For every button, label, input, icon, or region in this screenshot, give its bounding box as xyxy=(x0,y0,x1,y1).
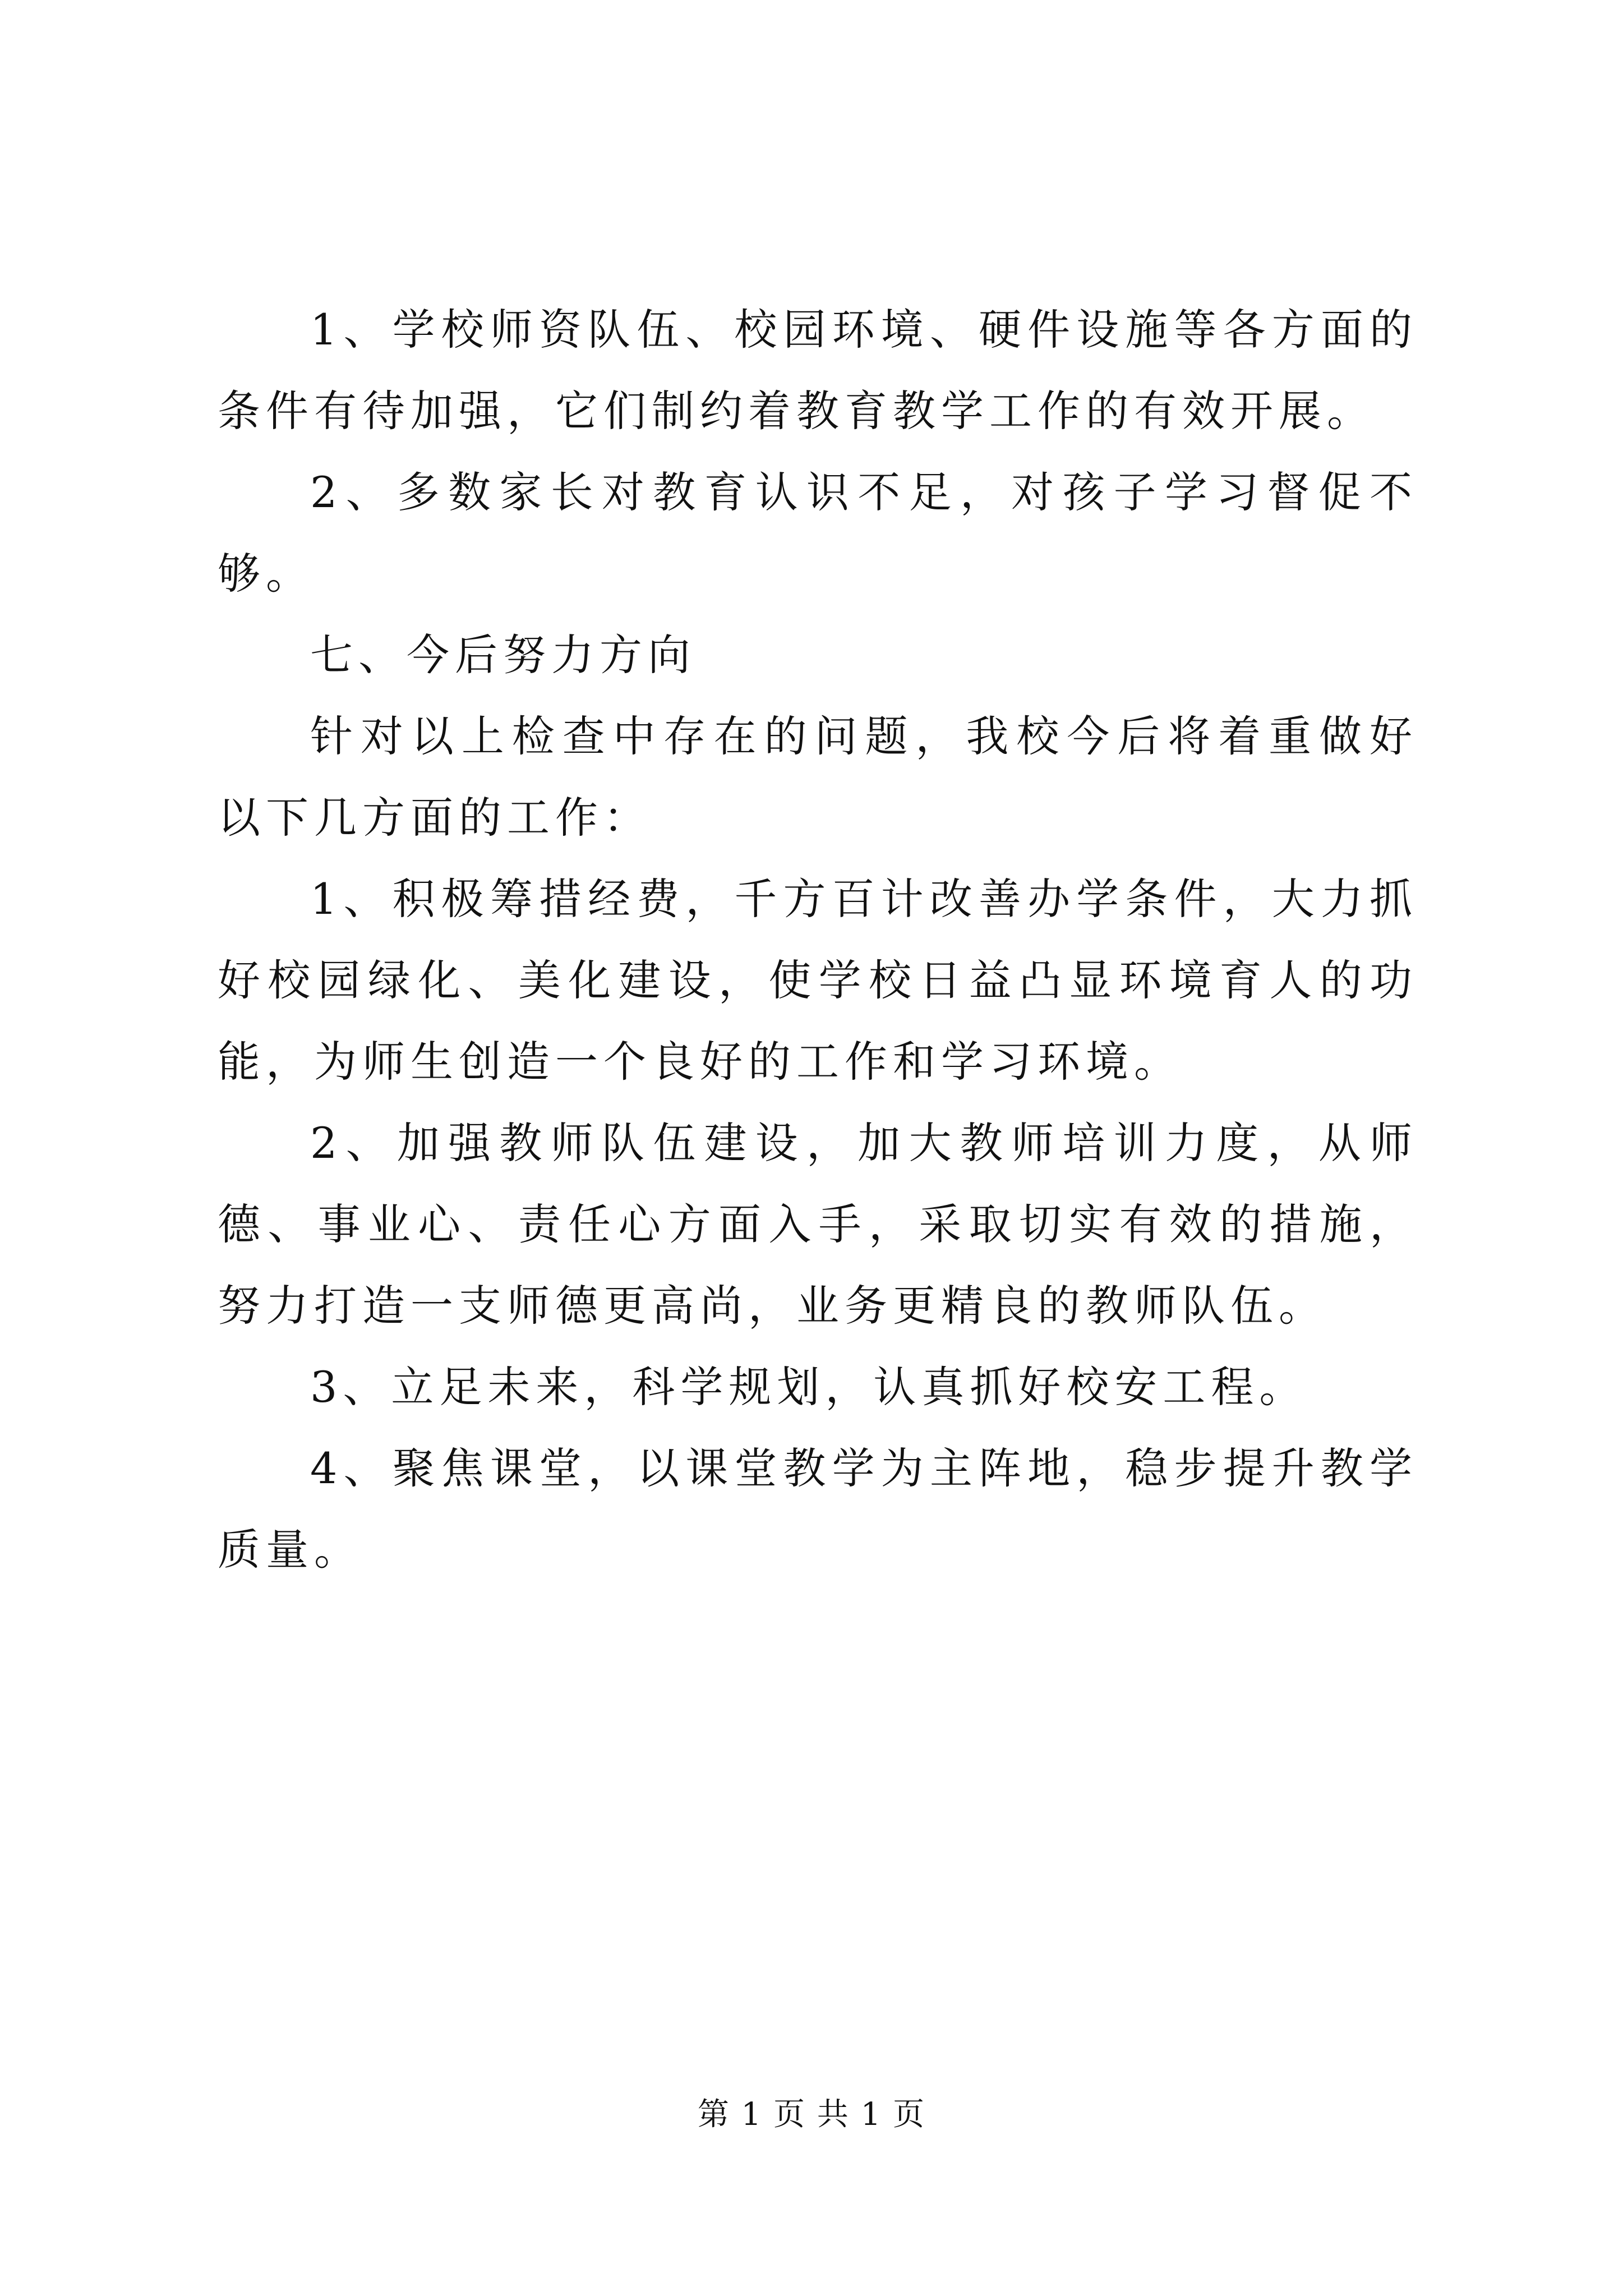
paragraph-problem-1: 1、学校师资队伍、校园环境、硬件设施等各方面的条件有待加强，它们制约着教育教学工作的有效开展。 xyxy=(218,305,1418,436)
section-heading-future-direction: 七、今后努力方向 xyxy=(310,630,696,680)
paragraph-measure-1: 1、积极筹措经费，千方百计改善办学条件，大力抓好校园绿化、美化建设，使学校日益凸显环境育人的功能，为师生创造一个良好的工作和学习环境。 xyxy=(218,874,1418,1087)
paragraph-measure-3: 3、立足未来，科学规划，认真抓好校安工程。 xyxy=(310,1362,1308,1412)
paragraph-problem-2: 2、多数家长对教育认识不足，对孩子学习督促不够。 xyxy=(218,467,1418,599)
page-footer xyxy=(0,2090,1623,2134)
paragraph-measure-4: 4、聚焦课堂，以课堂教学为主阵地，稳步提升教学质量。 xyxy=(218,1443,1418,1575)
paragraph-intro: 针对以上检查中存在的问题，我校今后将着重做好以下几方面的工作： xyxy=(218,711,1418,843)
paragraph-measure-2: 2、加强教师队伍建设，加大教师培训力度，从师德、事业心、责任心方面入手，采取切实有效的措施，努力打造一支师德更高尚，业务更精良的教师队伍。 xyxy=(218,1118,1418,1331)
document-body xyxy=(218,289,1418,1590)
page-number-label: 第 1 页 共 1 页 xyxy=(697,2096,926,2133)
